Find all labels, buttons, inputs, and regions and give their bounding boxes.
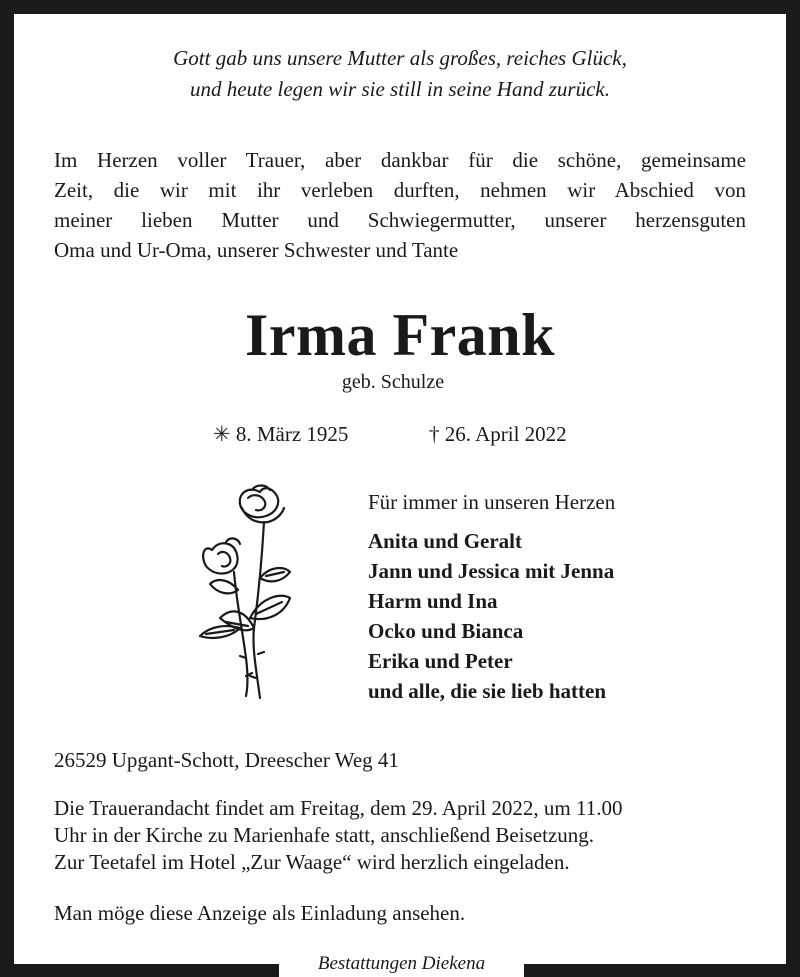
intro-line-3: meiner lieben Mutter und Schwiegermutter, unserer herzensguten [54,208,746,232]
rose-icon [190,478,300,708]
address: 26529 Upgant-Schott, Dreescher Weg 41 [54,748,399,772]
intro-text [54,145,746,265]
family-members-list [368,526,614,706]
service-line-3: Zur Teetafel im Hotel „Zur Waage“ wird herzlich eingeladen. [54,850,570,874]
border-top [0,0,800,14]
quote-line-2: und heute legen wir sie still in seine Hand zurück. [190,77,610,101]
intro-line-2: Zeit, die wir mit ihr verleben durften, nehmen wir Abschied von [54,178,746,202]
family-member: Anita und Geralt [368,529,523,553]
funeral-home: Bestattungen Diekena [317,953,486,974]
service-line-1: Die Trauerandacht findet am Freitag, dem 29. April 2022, um 11.00 [54,796,623,820]
border-bottom-right [524,964,800,977]
deceased-name: Irma Frank [245,302,555,368]
family-member: Jann und Jessica mit Jenna [368,559,615,583]
family-member: Harm und Ina [368,589,498,613]
service-info [54,795,754,876]
maiden-name: geb. Schulze [341,371,445,393]
intro-line-1: Im Herzen voller Trauer, aber dankbar für die schöne, gemeinsame [54,148,746,172]
border-bottom-left [0,964,279,977]
quote-line-1: Gott gab uns unsere Mutter als großes, reiches Glück, [173,46,627,70]
intro-line-4: Oma und Ur-Oma, unserer Schwester und Tante [54,238,459,262]
family-member: Erika und Peter [368,649,513,673]
family-member: und alle, die sie lieb hatten [368,679,607,703]
family-heading: Für immer in unseren Herzen [368,490,616,514]
service-line-2: Uhr in der Kirche zu Marienhafe statt, anschließend Beisetzung. [54,823,594,847]
invitation-note: Man möge diese Anzeige als Einladung ansehen. [54,901,466,925]
birth-date: ✳ 8. März 1925 [213,422,349,446]
memorial-quote [40,43,760,105]
death-date: † 26. April 2022 [429,422,567,446]
family-member: Ocko und Bianca [368,619,524,643]
border-right [786,0,800,977]
border-left [0,0,14,977]
